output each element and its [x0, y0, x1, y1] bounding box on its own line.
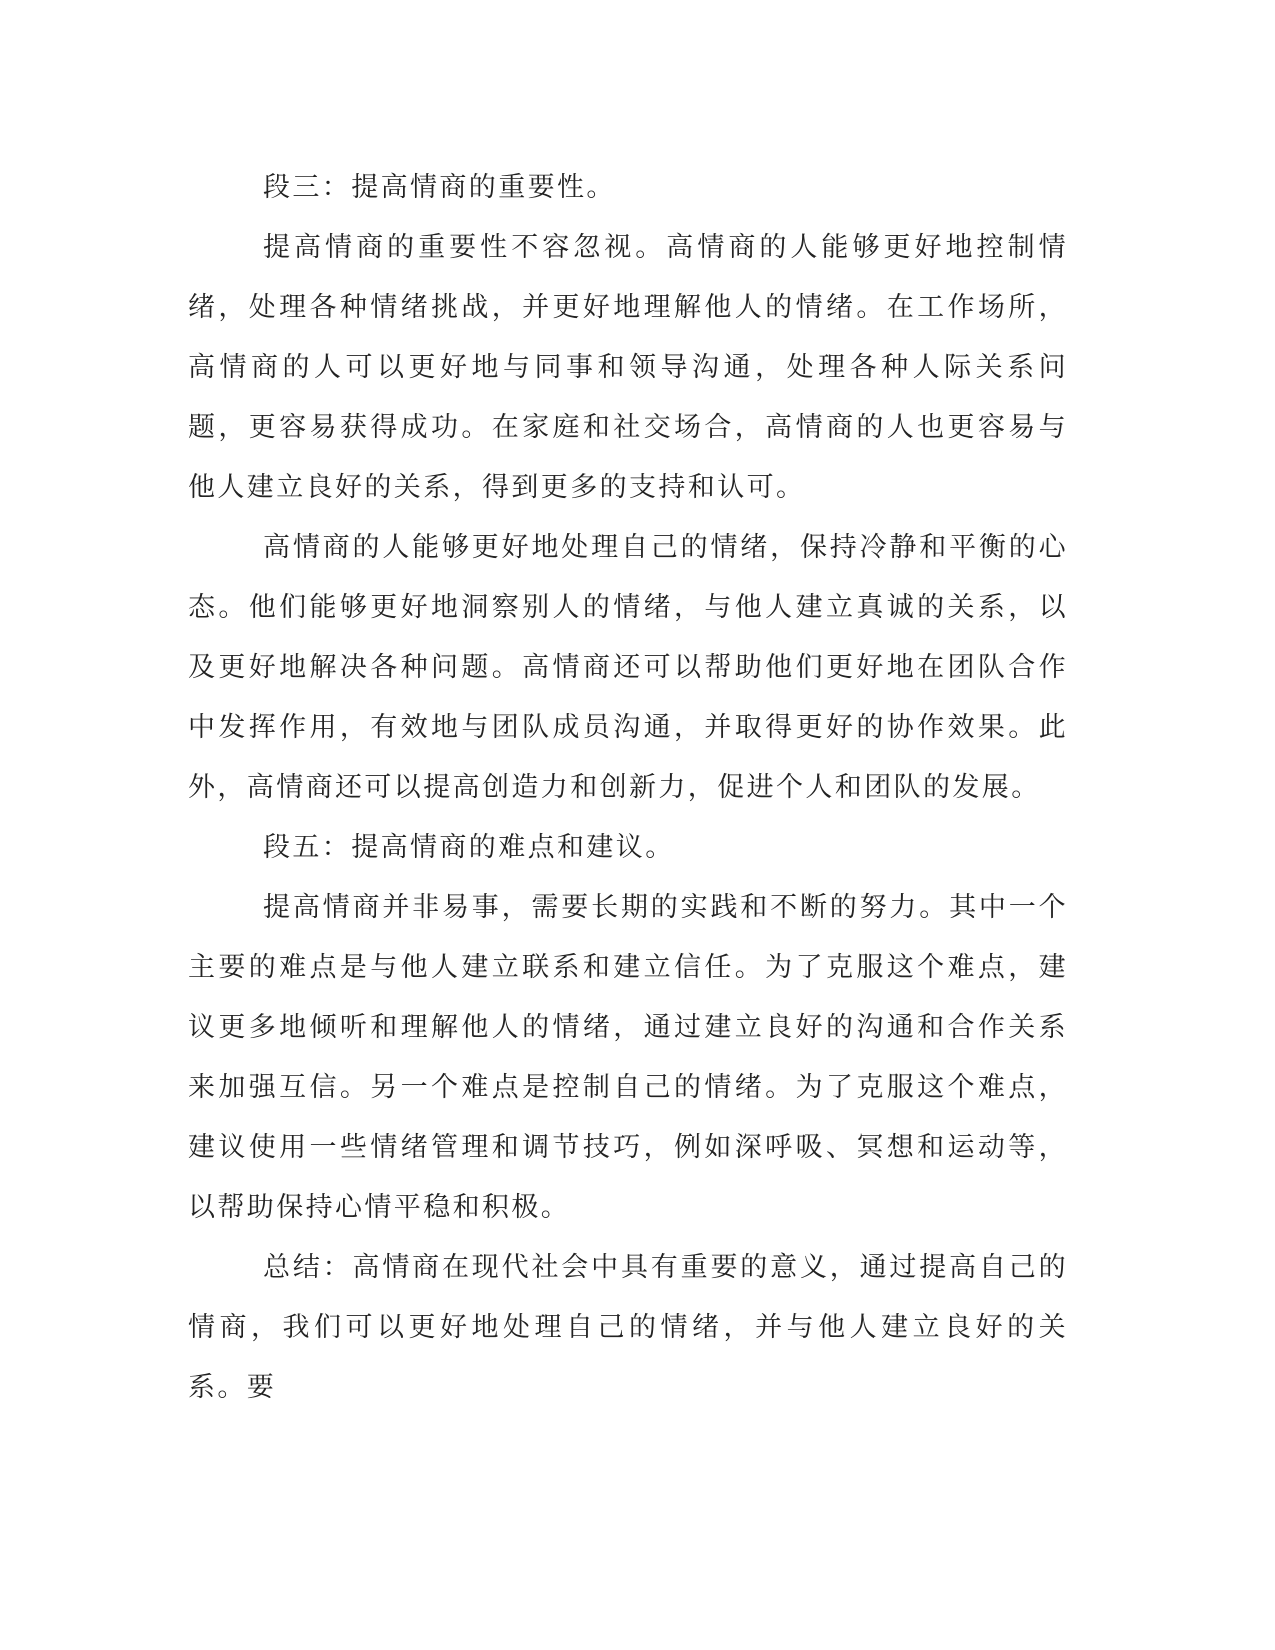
- document-body: [188, 158, 1068, 1418]
- section-heading-5: 段五：提高情商的难点和建议。: [263, 832, 675, 863]
- paragraph-difficulties: 提高情商并非易事，需要长期的实践和不断的努力。其中一个主要的难点是与他人建立联系和建立信任。为了克服这个难点，建议更多地倾听和理解他人的情绪，通过建立良好的沟通和合作关系来加强互信。另一个难点是控制自己的情绪。为了克服这个难点，建议使用一些情绪管理和调节技巧，例如深呼吸、冥想和运动等，以帮助保持心情平稳和积极。: [188, 892, 1068, 1223]
- paragraph-summary: 总结：高情商在现代社会中具有重要的意义，通过提高自己的情商，我们可以更好地处理自己的情绪，并与他人建立良好的关系。要: [188, 1252, 1068, 1403]
- section-heading-3: 段三：提高情商的重要性。: [263, 172, 616, 203]
- paragraph-benefits: 高情商的人能够更好地处理自己的情绪，保持冷静和平衡的心态。他们能够更好地洞察别人的情绪，与他人建立真诚的关系，以及更好地解决各种问题。高情商还可以帮助他们更好地在团队合作中发挥作用，有效地与团队成员沟通，并取得更好的协作效果。此外，高情商还可以提高创造力和创新力，促进个人和团队的发展。: [188, 532, 1068, 803]
- paragraph-importance: 提高情商的重要性不容忽视。高情商的人能够更好地控制情绪，处理各种情绪挑战，并更好地理解他人的情绪。在工作场所，高情商的人可以更好地与同事和领导沟通，处理各种人际关系问题，更容易获得成功。在家庭和社交场合，高情商的人也更容易与他人建立良好的关系，得到更多的支持和认可。: [188, 232, 1068, 503]
